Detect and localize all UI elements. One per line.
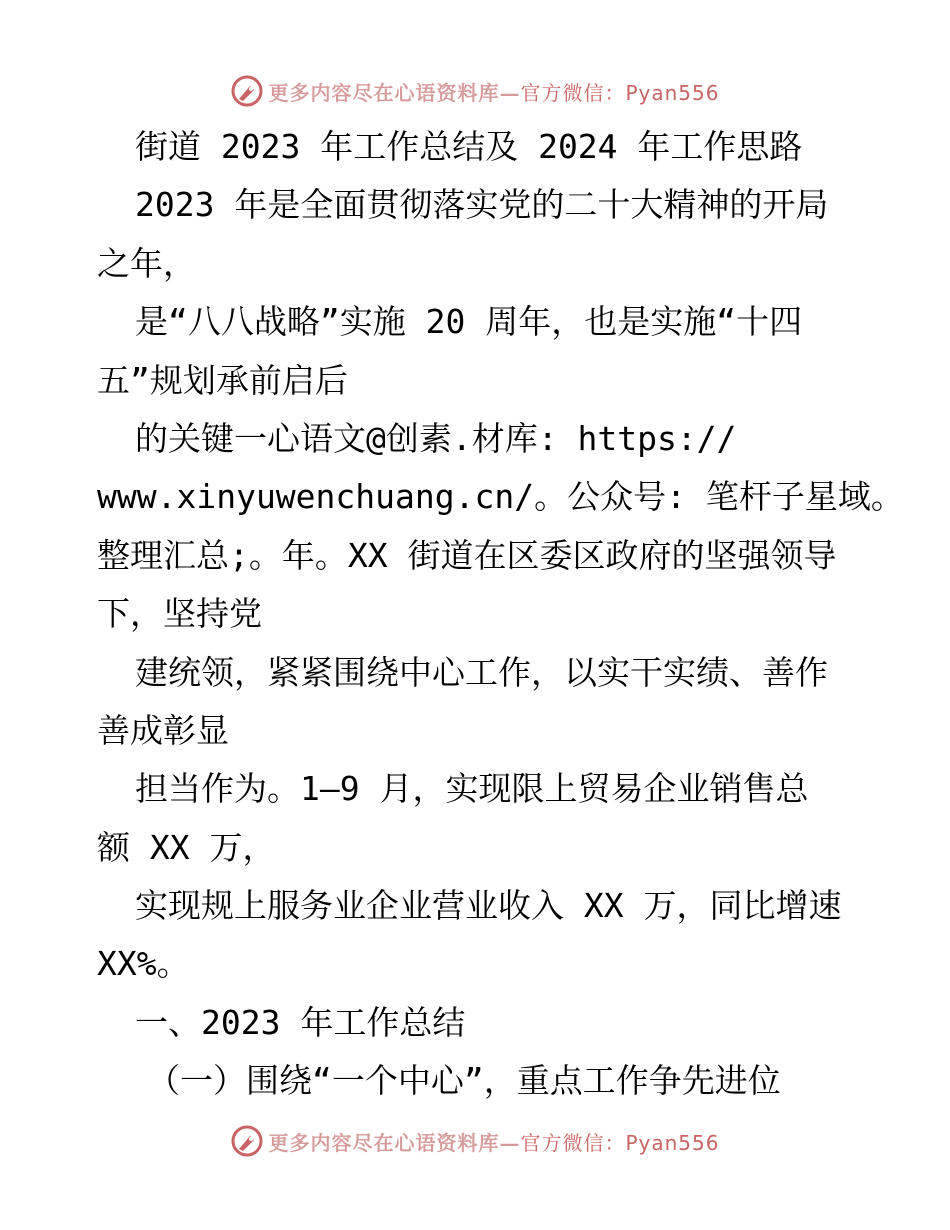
paragraph-line: 是“八八战略”实施 20 周年，也是实施“十四: [135, 302, 803, 342]
paragraph-line: 下，坚持党: [97, 594, 262, 634]
footer-banner: [0, 1124, 950, 1158]
paragraph-line: 善成彰显: [97, 710, 229, 750]
header-banner: [0, 74, 950, 108]
paragraph-line: 之年，: [97, 243, 196, 283]
paragraph-line: 建统领，紧紧围绕中心工作，以实干实绩、善作: [135, 652, 828, 692]
paragraph-line: XX%。: [97, 944, 190, 984]
pen-nib-circle-icon: [230, 1124, 264, 1158]
subsection-heading: （一）围绕“一个中心”，重点工作争先进位: [147, 1061, 781, 1101]
footer-banner-text: 更多内容尽在心语资料库—官方微信：Pyan556: [268, 1130, 720, 1155]
paragraph-line: 整理汇总;。年。XX 街道在区委区政府的坚强领导: [97, 535, 837, 575]
paragraph-line: 实现规上服务业企业营业收入 XX 万，同比增速: [135, 886, 842, 926]
paragraph-line: 2023 年是全面贯彻落实党的二十大精神的开局: [135, 185, 829, 225]
header-banner-text: 更多内容尽在心语资料库—官方微信：Pyan556: [268, 80, 720, 105]
pen-nib-circle-icon: [230, 74, 264, 108]
paragraph-line: 五”规划承前启后: [97, 360, 348, 400]
document-title: 街道 2023 年工作总结及 2024 年工作思路: [135, 127, 803, 166]
paragraph-line: www.xinyuwenchuang.cn/。公众号: 笔杆子星域。: [97, 477, 904, 517]
paragraph-line: 的关键一心语文@创素.材库: https://: [135, 418, 737, 458]
paragraph-line: 担当作为。1—9 月，实现限上贸易企业销售总: [135, 769, 809, 809]
section-heading: 一、2023 年工作总结: [135, 1002, 466, 1042]
paragraph-line: 额 XX 万，: [97, 827, 276, 867]
document-body: [97, 118, 904, 1111]
